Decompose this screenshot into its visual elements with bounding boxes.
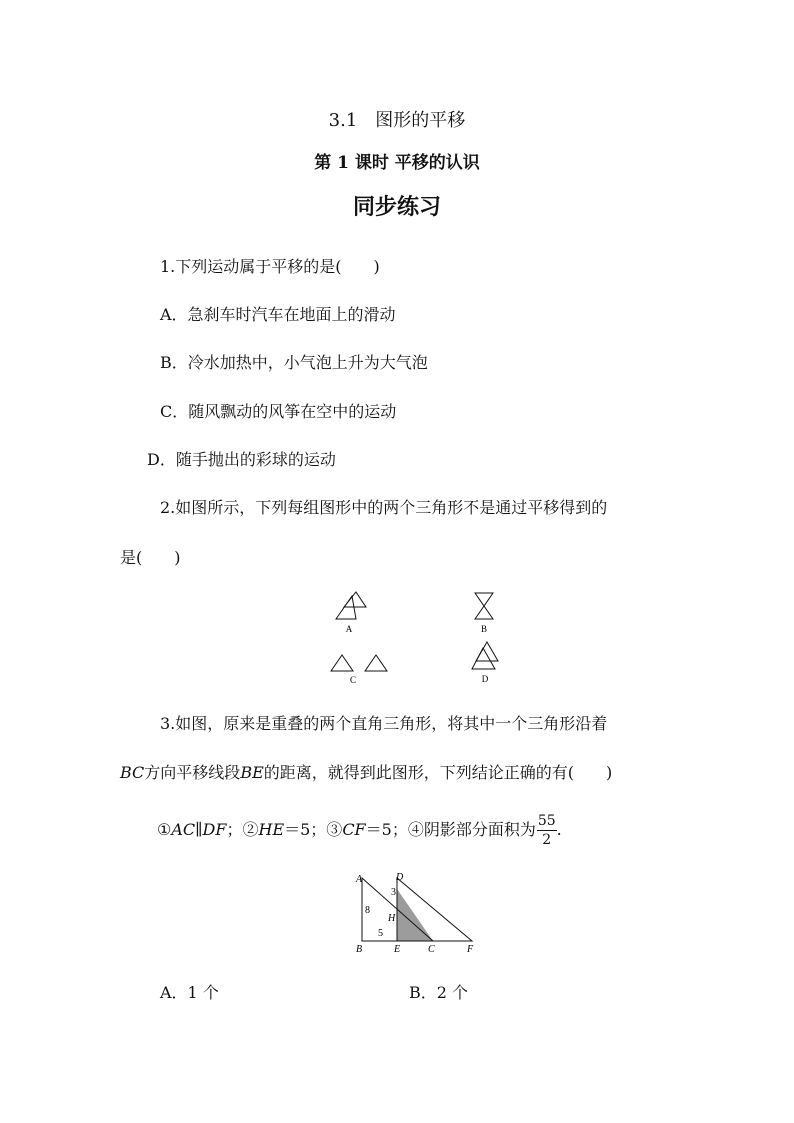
q2-figure-c (331, 655, 387, 685)
q3-point-d: D (396, 872, 404, 883)
q2-b-triangle-2 (475, 606, 493, 619)
q2-figure (320, 585, 520, 690)
q2-label-a: A (345, 624, 353, 634)
q3-shaded-region (397, 889, 433, 941)
q3-fraction-numerator: 55 (537, 813, 556, 829)
q2-a-triangle-2 (344, 592, 366, 607)
section-title: 3.1 图形的平移 (328, 110, 466, 131)
q1-stem: 1.下列运动属于平移的是( ) (160, 257, 380, 276)
q3-conclusions (157, 806, 562, 854)
q2-c-triangle-2 (365, 655, 387, 671)
q3-segment-be: BE (240, 763, 264, 782)
q3-c1-df: DF (202, 820, 227, 839)
q3-c3-val: ＝5；④阴影部分面积为 (365, 820, 536, 839)
q3-line2-end: 的距离，就得到此图形，下列结论正确的有( ) (263, 763, 613, 782)
q3-fraction (537, 814, 557, 847)
q3-point-f: F (467, 944, 474, 955)
q3-point-h: H (388, 913, 396, 924)
q3-length-5: 5 (378, 928, 383, 939)
q2-label-b: B (480, 624, 488, 634)
q2-b-triangle-1 (475, 593, 493, 606)
q3-point-c: C (428, 944, 435, 955)
q2-label-c: C (349, 675, 357, 685)
q2-stem-line2: 是( ) (120, 548, 181, 567)
q3-point-a: A (356, 874, 363, 885)
q2-d-triangle-1 (472, 648, 495, 669)
q3-c1-pre: ① (157, 820, 172, 839)
q3-fraction-denominator: 2 (542, 832, 552, 848)
q3-c1-ac: AC (171, 820, 196, 839)
lesson-title: 第 1 课时 平移的认识 (314, 153, 480, 173)
q3-stem-line2 (120, 760, 612, 783)
q1-option-d: D．随手抛出的彩球的运动 (147, 450, 336, 469)
q2-stem-line1: 2.如图所示，下列每组图形中的两个三角形不是通过平移得到的 (160, 498, 608, 517)
q3-segment-bc: BC (120, 763, 145, 782)
q3-point-e: E (394, 944, 401, 955)
q3-end-mark: . (556, 820, 562, 839)
q2-c-triangle-1 (331, 655, 353, 671)
q3-c2-val: ＝5；③ (284, 820, 343, 839)
q3-option-b: B．2 个 (409, 983, 469, 1002)
q2-d-triangle-2 (476, 642, 498, 661)
q1-option-a: A．急刹车时汽车在地面上的滑动 (160, 305, 396, 324)
q3-c1-sep: ；② (226, 820, 259, 839)
q3-length-3: 3 (391, 887, 396, 898)
q3-length-8: 8 (365, 905, 370, 916)
q2-figure-b (475, 593, 493, 634)
q3-c3-cf: CF (342, 820, 366, 839)
q1-option-c: C．随风飘动的风筝在空中的运动 (160, 402, 397, 421)
q3-stem-line1: 3.如图，原来是重叠的两个直角三角形，将其中一个三角形沿着 (160, 714, 608, 733)
q2-label-d: D (481, 674, 489, 684)
q3-parallel-symbol: ∥ (195, 820, 203, 839)
q3-line2-mid: 方向平移线段 (144, 763, 241, 782)
q3-point-b: B (356, 944, 363, 955)
q1-option-b: B．冷水加热中，小气泡上升为大气泡 (160, 353, 428, 372)
practice-title: 同步练习 (352, 194, 441, 220)
q2-figure-d (472, 642, 498, 684)
q3-c2-he: HE (258, 820, 285, 839)
q2-figure-a (336, 592, 366, 634)
q3-option-a: A．1 个 (160, 983, 219, 1002)
q3-figure (350, 868, 480, 958)
